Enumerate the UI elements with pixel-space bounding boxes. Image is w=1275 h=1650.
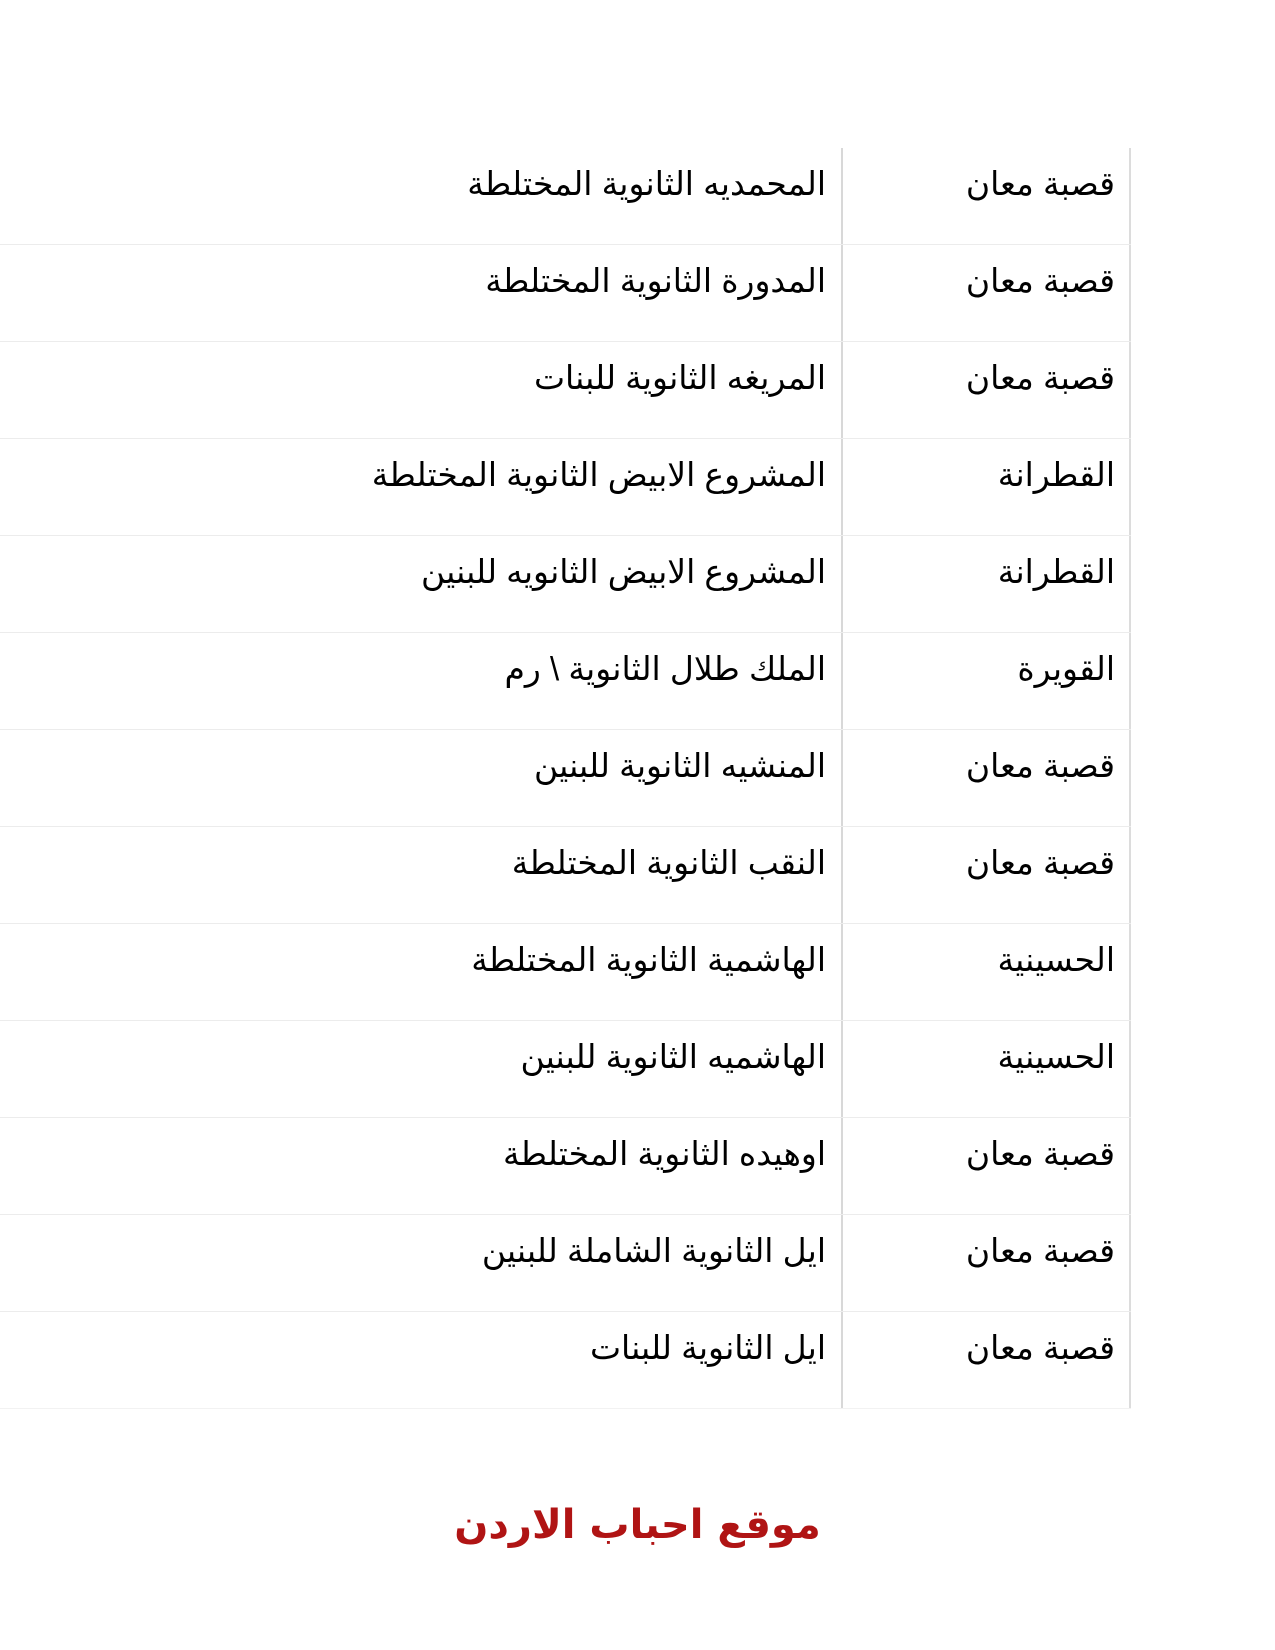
school-cell: ايل الثانوية الشاملة للبنين <box>481 1232 826 1269</box>
table-row <box>0 148 1131 245</box>
school-cell: الملك طلال الثانوية \ رم <box>504 650 826 687</box>
district-cell: قصبة معان <box>841 1312 1131 1408</box>
table-row <box>0 1215 1131 1312</box>
school-cell: المشروع الابيض الثانويه للبنين <box>421 553 826 590</box>
footer-site-name: موقع احباب الاردن <box>454 1502 821 1548</box>
school-cell: المنشيه الثانوية للبنين <box>533 747 826 784</box>
district-cell: الحسينية <box>841 924 1131 1020</box>
table-row <box>0 342 1131 439</box>
district-cell: قصبة معان <box>841 730 1131 826</box>
school-cell: المدورة الثانوية المختلطة <box>485 262 826 299</box>
school-cell: المريغه الثانوية للبنات <box>533 359 826 396</box>
district-cell: قصبة معان <box>841 827 1131 923</box>
table-row <box>0 536 1131 633</box>
district-cell: القطرانة <box>841 536 1131 632</box>
district-cell: قصبة معان <box>841 1215 1131 1311</box>
table-row <box>0 1021 1131 1118</box>
table-row <box>0 1312 1131 1409</box>
school-cell: المشروع الابيض الثانوية المختلطة <box>371 456 826 493</box>
district-cell: القطرانة <box>841 439 1131 535</box>
school-cell: النقب الثانوية المختلطة <box>511 844 826 881</box>
table-row <box>0 1118 1131 1215</box>
table-row <box>0 245 1131 342</box>
school-cell: الهاشمية الثانوية المختلطة <box>471 941 826 978</box>
district-cell: القويرة <box>841 633 1131 729</box>
district-cell: الحسينية <box>841 1021 1131 1117</box>
school-cell: المحمديه الثانوية المختلطة <box>467 165 826 202</box>
district-cell: قصبة معان <box>841 245 1131 341</box>
district-cell: قصبة معان <box>841 342 1131 438</box>
table-row <box>0 730 1131 827</box>
district-cell: قصبة معان <box>841 148 1131 244</box>
table-row <box>0 827 1131 924</box>
table-row <box>0 924 1131 1021</box>
district-cell: قصبة معان <box>841 1118 1131 1214</box>
school-cell: ايل الثانوية للبنات <box>589 1329 826 1366</box>
table-row <box>0 633 1131 730</box>
school-cell: الهاشميه الثانوية للبنين <box>520 1038 826 1075</box>
table-row <box>0 439 1131 536</box>
schools-table <box>0 148 1131 1409</box>
school-cell: اوهيده الثانوية المختلطة <box>502 1135 826 1172</box>
